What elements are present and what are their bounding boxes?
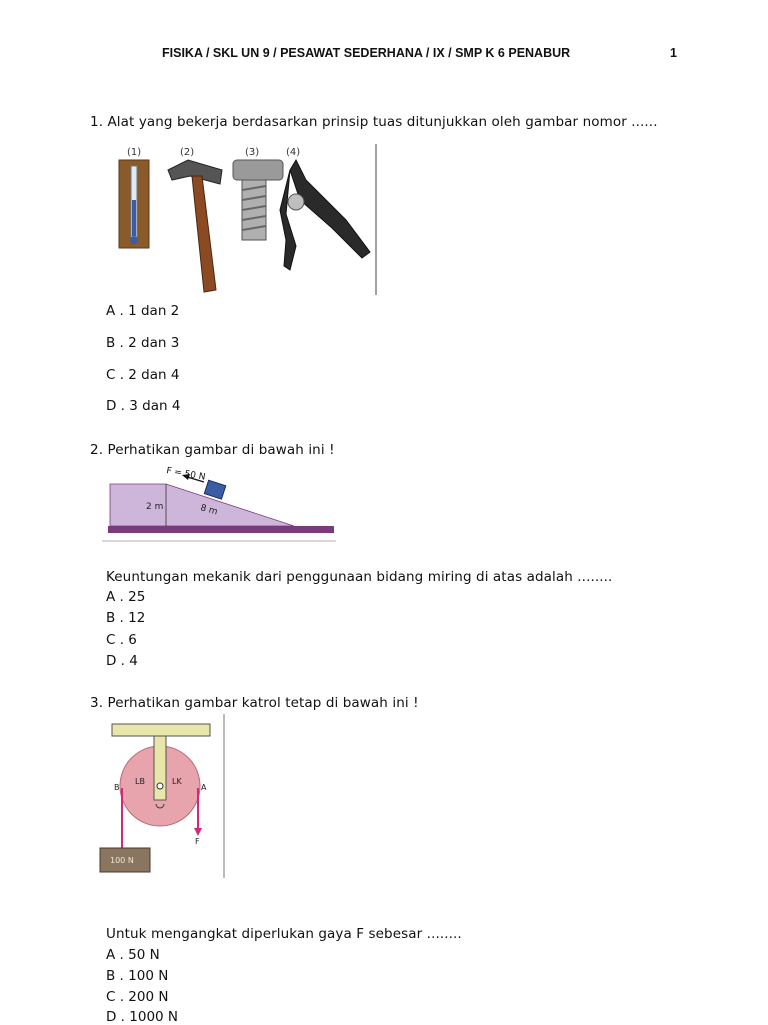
q2-option-a: A . 25 [106, 589, 146, 605]
q2-height-label: 2 m [146, 502, 164, 512]
q3-label-lk: LK [172, 777, 182, 786]
pulley-beam [112, 724, 210, 736]
q2-option-c: C . 6 [106, 632, 137, 648]
q3-option-a: A . 50 N [106, 947, 160, 963]
q2-force-label: F = 50 N [165, 466, 207, 483]
page-number: 1 [670, 46, 677, 60]
q2-length-label: 8 m [199, 503, 219, 518]
q3-load-label: 100 N [110, 856, 134, 865]
q1-figure-label-1: (1) [127, 147, 142, 158]
q3-prompt: Untuk mengangkat diperlukan gaya F sebesar ........ [106, 926, 462, 942]
thermometer-image [119, 160, 149, 248]
header-title: FISIKA / SKL UN 9 / PESAWAT SEDERHANA / IX / SMP K 6 PENABUR [162, 46, 571, 60]
q3-label-b: B [114, 783, 120, 792]
q1-option-c: C . 2 dan 4 [106, 367, 180, 383]
q1-option-a: A . 1 dan 2 [106, 303, 180, 319]
pulley-axle-bar [154, 736, 166, 800]
q1-figure-label-3: (3) [245, 147, 260, 158]
q2-option-d: D . 4 [106, 653, 138, 669]
q2-figure-incline [100, 464, 340, 544]
q2-option-b: B . 12 [106, 610, 146, 626]
clamp-image [280, 160, 370, 270]
bolt-image [233, 160, 283, 240]
pulley-axle [157, 783, 163, 789]
q3-label-f: F [195, 837, 200, 846]
q3-option-b: B . 100 N [106, 968, 169, 984]
force-arrowhead [194, 828, 202, 836]
incline-box [204, 480, 225, 499]
q3-option-c: C . 200 N [106, 989, 169, 1005]
q3-label-a: A [201, 783, 207, 792]
q1-option-b: B . 2 dan 3 [106, 335, 180, 351]
q1-question: 1. Alat yang bekerja berdasarkan prinsip tuas ditunjukkan oleh gambar nomor ...... [90, 114, 658, 130]
q1-figure-label-4: (4) [286, 147, 301, 158]
q1-figure-label-2: (2) [180, 147, 195, 158]
q3-label-lb: LB [135, 777, 145, 786]
q3-option-d: D . 1000 N [106, 1009, 179, 1025]
hammer-image [168, 160, 222, 292]
q3-figure-pulley [94, 712, 234, 882]
q1-figure-tools [100, 140, 390, 300]
q2-question: 2. Perhatikan gambar di bawah ini ! [90, 442, 335, 458]
q2-prompt: Keuntungan mekanik dari penggunaan bidang miring di atas adalah ........ [106, 569, 613, 585]
q3-question: 3. Perhatikan gambar katrol tetap di bawah ini ! [90, 695, 419, 711]
incline-base [108, 526, 334, 533]
q1-option-d: D . 3 dan 4 [106, 398, 181, 414]
